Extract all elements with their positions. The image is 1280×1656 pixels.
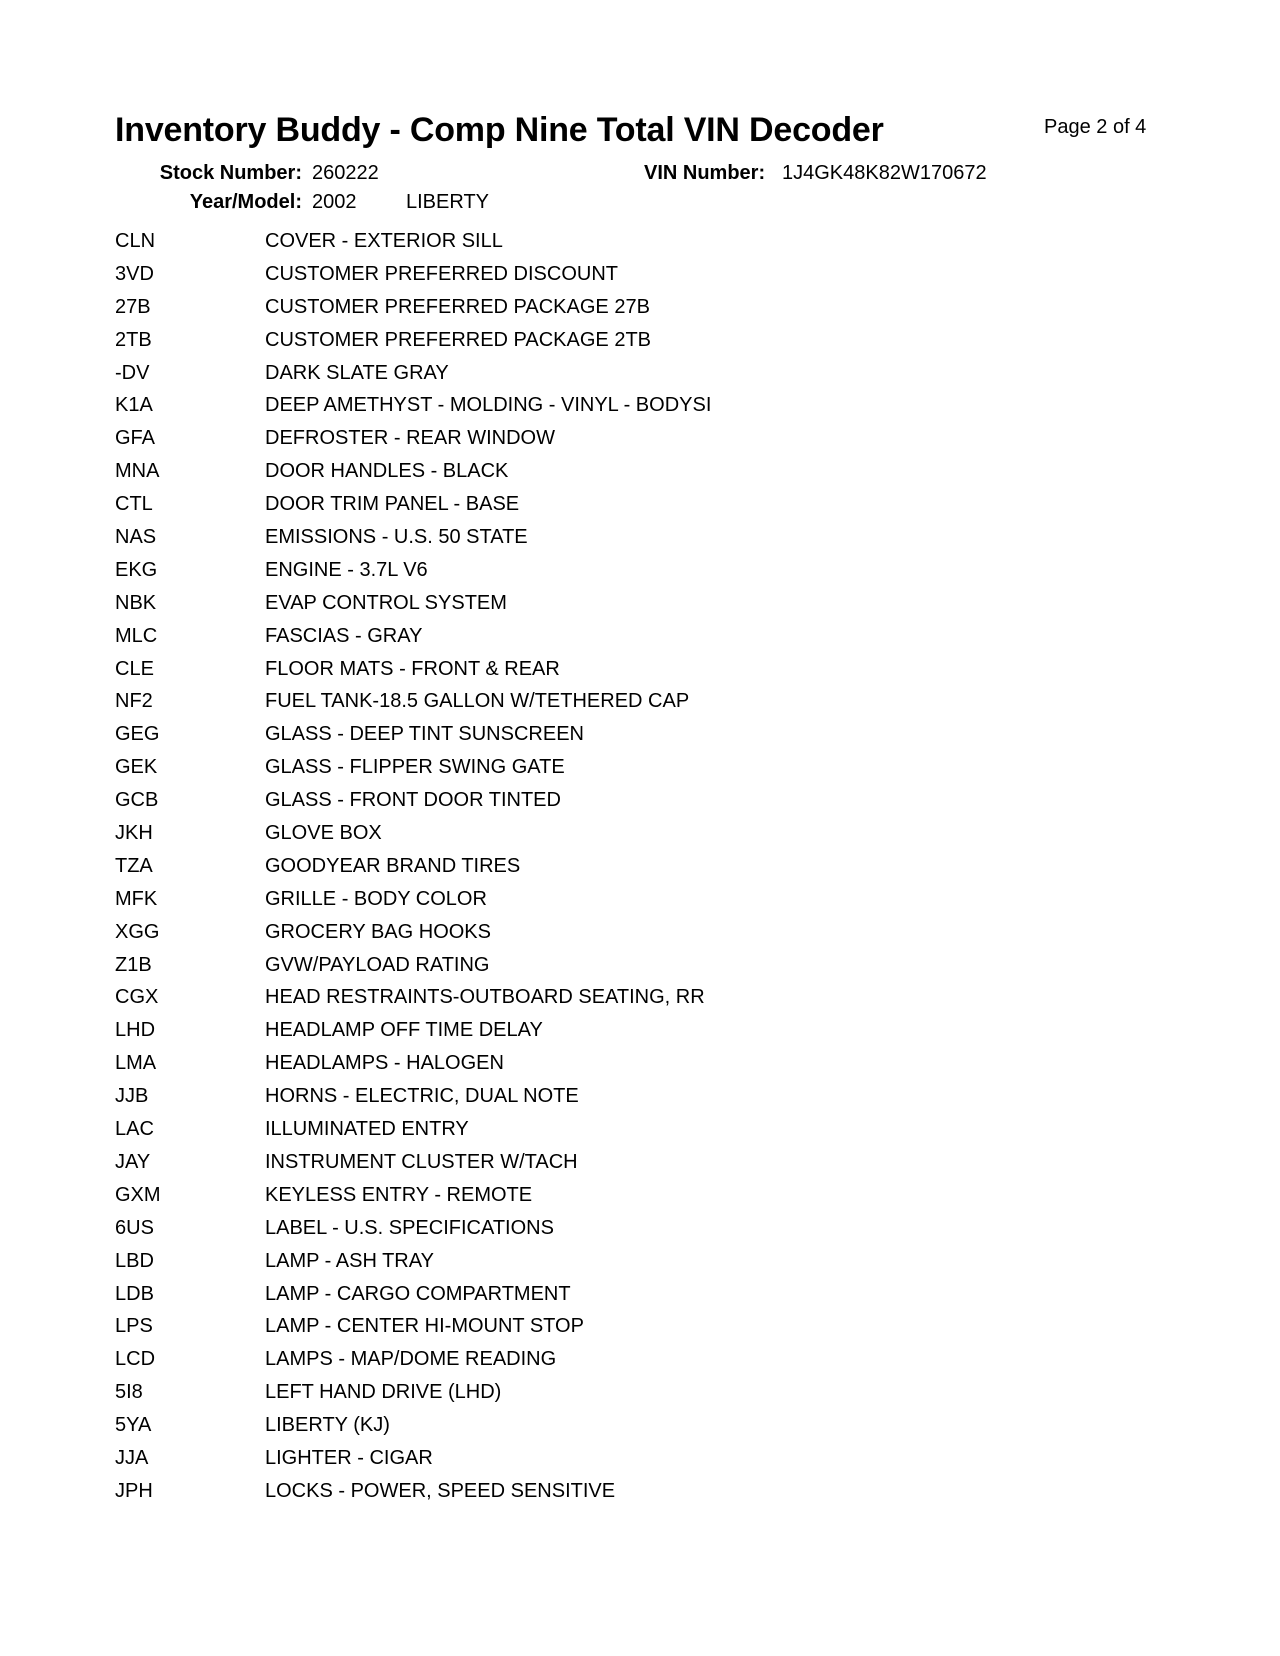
option-code: GFA [115, 427, 156, 450]
option-row [115, 887, 1015, 920]
option-description: GLOVE BOX [265, 822, 382, 845]
option-code: CTL [115, 493, 153, 516]
option-code: MLC [115, 624, 158, 647]
option-row [115, 262, 1015, 295]
stock-number-value: 260222 [312, 162, 379, 184]
option-row [115, 985, 1015, 1018]
option-code: -DV [115, 361, 150, 384]
option-description: EMISSIONS - U.S. 50 STATE [265, 526, 528, 549]
option-description: GLASS - FRONT DOOR TINTED [265, 789, 561, 812]
option-code: 6US [115, 1216, 154, 1239]
option-description: INSTRUMENT CLUSTER W/TACH [265, 1150, 578, 1173]
option-description: EVAP CONTROL SYSTEM [265, 591, 507, 614]
option-code-list [115, 229, 1015, 1512]
option-code: LCD [115, 1348, 156, 1371]
option-code: NBK [115, 591, 157, 614]
option-code: JKH [115, 822, 153, 845]
option-description: CUSTOMER PREFERRED PACKAGE 27B [265, 295, 650, 318]
option-code: 3VD [115, 262, 154, 285]
option-code: XGG [115, 920, 160, 943]
option-code: K1A [115, 394, 153, 417]
option-row [115, 229, 1015, 262]
option-code: LBD [115, 1249, 154, 1272]
option-code: EKG [115, 558, 158, 581]
option-description: ILLUMINATED ENTRY [265, 1118, 469, 1141]
option-description: DEEP AMETHYST - MOLDING - VINYL - BODYSI [265, 394, 712, 417]
option-code: JJA [115, 1446, 149, 1469]
option-code: CGX [115, 986, 159, 1009]
option-row [115, 525, 1015, 558]
option-row [115, 1150, 1015, 1183]
option-row [115, 788, 1015, 821]
option-row [115, 1282, 1015, 1315]
option-description: LEFT HAND DRIVE (LHD) [265, 1381, 502, 1404]
option-description: CUSTOMER PREFERRED PACKAGE 2TB [265, 328, 651, 351]
page-title: Inventory Buddy - Comp Nine Total VIN Decoder [115, 111, 884, 149]
option-code: LDB [115, 1282, 154, 1305]
option-row [115, 953, 1015, 986]
option-description: GOODYEAR BRAND TIRES [265, 854, 521, 877]
option-row [115, 393, 1015, 426]
option-row [115, 1183, 1015, 1216]
option-description: KEYLESS ENTRY - REMOTE [265, 1183, 533, 1206]
option-row [115, 1314, 1015, 1347]
option-description: ENGINE - 3.7L V6 [265, 558, 428, 581]
option-code: MNA [115, 460, 160, 483]
option-row [115, 1084, 1015, 1117]
option-description: DOOR HANDLES - BLACK [265, 460, 509, 483]
option-row [115, 1413, 1015, 1446]
option-code: CLE [115, 657, 154, 680]
option-row [115, 426, 1015, 459]
option-code: LHD [115, 1019, 156, 1042]
option-code: NF2 [115, 690, 153, 713]
option-code: NAS [115, 526, 157, 549]
option-description: HORNS - ELECTRIC, DUAL NOTE [265, 1085, 579, 1108]
option-row [115, 328, 1015, 361]
option-description: LOCKS - POWER, SPEED SENSITIVE [265, 1479, 616, 1502]
option-row [115, 722, 1015, 755]
option-row [115, 1446, 1015, 1479]
option-row [115, 1216, 1015, 1249]
option-code: MFK [115, 887, 158, 910]
option-description: LIGHTER - CIGAR [265, 1446, 433, 1469]
vin-number-value: 1J4GK48K82W170672 [782, 162, 987, 184]
year-model-label [155, 192, 302, 212]
option-row [115, 624, 1015, 657]
vin-number-label [644, 163, 765, 183]
page-indicator: Page 2 of 4 [1044, 116, 1147, 138]
option-row [115, 854, 1015, 887]
option-description: COVER - EXTERIOR SILL [265, 230, 503, 252]
option-code: 27B [115, 295, 151, 318]
option-code: 5YA [115, 1414, 152, 1437]
option-row [115, 558, 1015, 591]
option-description: DOOR TRIM PANEL - BASE [265, 493, 520, 516]
option-row [115, 361, 1015, 394]
option-description: DARK SLATE GRAY [265, 361, 449, 384]
option-description: FASCIAS - GRAY [265, 624, 423, 647]
year-value: 2002 [312, 191, 357, 213]
option-code: LPS [115, 1315, 153, 1338]
option-code: TZA [115, 854, 153, 877]
option-row [115, 1347, 1015, 1380]
model-value: LIBERTY [406, 191, 489, 213]
option-row [115, 492, 1015, 525]
option-row [115, 821, 1015, 854]
option-description: LAMP - ASH TRAY [265, 1249, 434, 1272]
option-description: LAMP - CARGO COMPARTMENT [265, 1282, 571, 1305]
option-row [115, 920, 1015, 953]
option-description: HEADLAMPS - HALOGEN [265, 1052, 504, 1075]
option-description: LAMP - CENTER HI-MOUNT STOP [265, 1315, 584, 1338]
option-description: FUEL TANK-18.5 GALLON W/TETHERED CAP [265, 690, 690, 713]
option-description: HEADLAMP OFF TIME DELAY [265, 1019, 543, 1042]
option-code: GEG [115, 723, 160, 746]
option-description: HEAD RESTRAINTS-OUTBOARD SEATING, RR [265, 986, 705, 1009]
option-code: CLN [115, 230, 156, 252]
stock-number-label [155, 163, 302, 183]
option-row [115, 689, 1015, 722]
option-code: JPH [115, 1479, 153, 1502]
option-row [115, 1380, 1015, 1413]
option-description: GLASS - FLIPPER SWING GATE [265, 756, 565, 779]
option-row [115, 755, 1015, 788]
option-row [115, 295, 1015, 328]
option-description: LABEL - U.S. SPECIFICATIONS [265, 1216, 554, 1239]
option-row [115, 657, 1015, 690]
option-code: GCB [115, 789, 159, 812]
option-description: GROCERY BAG HOOKS [265, 920, 491, 943]
year-model-label-text: Year/Model: [189, 191, 302, 213]
option-code: 2TB [115, 328, 152, 351]
option-description: GLASS - DEEP TINT SUNSCREEN [265, 723, 584, 746]
option-description: CUSTOMER PREFERRED DISCOUNT [265, 262, 618, 285]
option-row [115, 591, 1015, 624]
option-description: GVW/PAYLOAD RATING [265, 953, 490, 976]
option-code: JJB [115, 1085, 149, 1108]
option-description: LIBERTY (KJ) [265, 1414, 390, 1437]
option-description: DEFROSTER - REAR WINDOW [265, 427, 555, 450]
option-code: Z1B [115, 953, 152, 976]
option-row [115, 1249, 1015, 1282]
option-code: GEK [115, 756, 158, 779]
option-description: LAMPS - MAP/DOME READING [265, 1348, 557, 1371]
option-description: GRILLE - BODY COLOR [265, 887, 487, 910]
option-row [115, 1117, 1015, 1150]
option-description: FLOOR MATS - FRONT & REAR [265, 657, 560, 680]
stock-number-label-text: Stock Number: [159, 162, 302, 184]
option-code: 5I8 [115, 1381, 143, 1404]
vin-number-label-text: VIN Number: [644, 162, 766, 184]
option-code: GXM [115, 1183, 161, 1206]
option-row [115, 1018, 1015, 1051]
option-row [115, 459, 1015, 492]
option-row [115, 1051, 1015, 1084]
option-code: JAY [115, 1150, 151, 1173]
option-row [115, 1479, 1015, 1512]
option-code: LMA [115, 1052, 157, 1075]
option-code: LAC [115, 1118, 154, 1141]
